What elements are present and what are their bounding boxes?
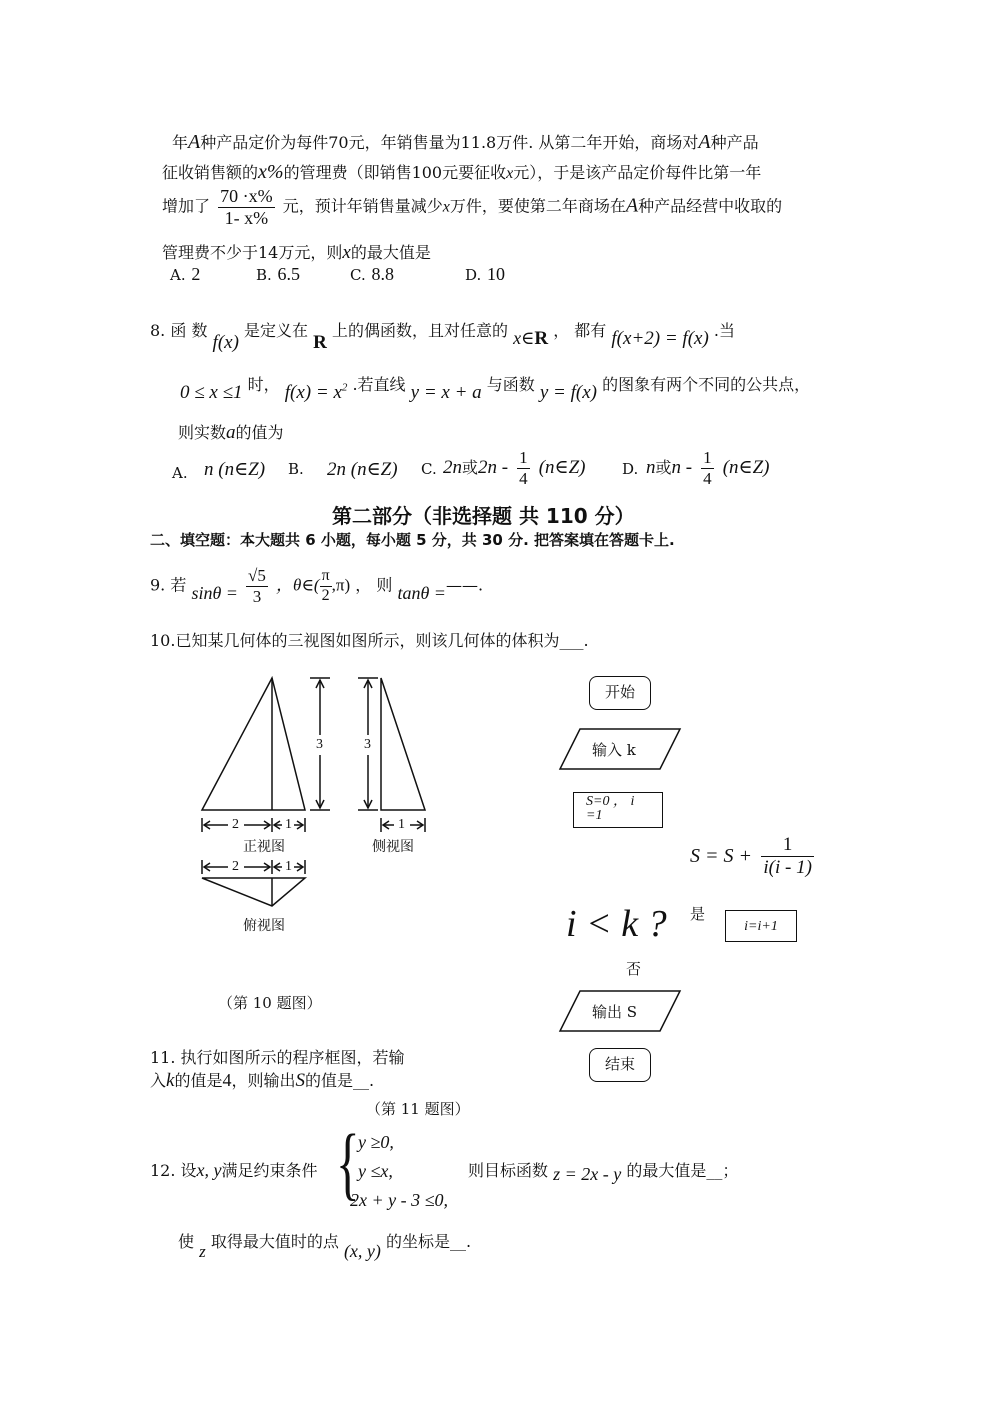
flow-increment: i=i+1	[725, 910, 797, 942]
q11-line-2: 入k的值是4，则输出S的值是__.	[150, 1070, 375, 1091]
q8-line-1: 8. 函 数 f(x) 是定义在 R 上的偶函数，且对任意的 x∈R ， 都有 f(x+2) = f(x) .当	[150, 321, 735, 353]
q8-line-3: 则实数a的值为	[178, 422, 284, 443]
front-width-1-label: 1	[285, 817, 292, 832]
side-height-label: 3	[364, 737, 371, 752]
q12-lead: 12. 设x, y满足约束条件	[150, 1160, 318, 1180]
top-width-1-label: 1	[285, 859, 292, 874]
front-view	[202, 678, 330, 832]
front-view-triangle	[202, 678, 305, 810]
q7-line-3: 增加了 $\frac{70 \cdot x\%}{1- x\%}$ 元，预计年销售量减少x万件，要使第二年商场在A种产品经营中收取的	[162, 186, 783, 228]
front-width-2-label: 2	[232, 817, 239, 832]
front-view-label: 正视图	[243, 839, 285, 855]
q7-choice-c: C. 8.8	[350, 264, 394, 284]
q12-brace: {	[336, 1117, 360, 1208]
q7-choice-d: D. 10	[465, 264, 505, 284]
top-width-2-label: 2	[232, 859, 239, 874]
q8-line-2: 0 ≤ x ≤1 时， $f(x) = x^2$ .若直线 y = x + a 与函数 y = f(x) 的图象有两个不同的公共点，	[180, 375, 811, 403]
flow-condition: i < k ?	[566, 903, 667, 945]
q12-constraint-2: y ≤x,	[358, 1161, 393, 1181]
q9-line: 9. 若 sinθ = $\frac{√5}{3}$ ，θ∈( $\frac{\pi}{2}$ ,π) ， 则 tanθ =——.	[150, 566, 484, 606]
q12-constraint-1: y ≥0,	[358, 1132, 394, 1152]
q7-line-4: 管理费不少于14万元，则x的最大值是	[162, 242, 431, 263]
flow-output-label: 输出 S	[592, 1003, 638, 1021]
side-width-1-label: 1	[398, 817, 405, 832]
q7-choice-b: B. 6.5	[256, 264, 301, 284]
flow-yes-label: 是	[690, 905, 706, 923]
q8-choice-d: n或n - $\frac{1}{4}$ (n∈Z)	[646, 448, 770, 488]
q8-choice-a: n (n∈Z)	[204, 459, 266, 480]
flow-start: 开始	[589, 676, 651, 710]
q7-fraction: $\frac{70 \cdot x\%}{1- x\%}$	[220, 186, 273, 228]
q11-caption: （第 11 题图）	[366, 1100, 470, 1118]
flow-update: S = S + $\frac{1}{i(i - 1)}$	[690, 834, 812, 878]
q8-choice-b: 2n (n∈Z)	[327, 459, 398, 480]
side-view-label: 侧视图	[372, 839, 414, 855]
side-view	[358, 678, 425, 832]
q12-constraint-3: 2x + y - 3 ≤0,	[350, 1190, 448, 1210]
q12-line-2: 使 z 取得最大值时的点 (x, y) 的坐标是__.	[178, 1232, 472, 1261]
q7-line-1: 年A种产品定价为每件70元，年销售量为11.8万件. 从第二年开始，商场对A种产品	[172, 131, 759, 153]
flow-no-label: 否	[626, 960, 642, 978]
section-two-heading: 二、填空题：本大题共 6 小题，每小题 5 分，共 30 分. 把答案填在答题卡上.	[150, 531, 675, 549]
q12-objective: 则目标函数 z = 2x - y 的最大值是__；	[468, 1161, 739, 1184]
q10-text: 10.已知某几何体的三视图如图所示，则该几何体的体积为___.	[150, 631, 589, 650]
part-two-title: 第二部分（非选择题 共 110 分）	[332, 504, 635, 528]
document-page: 年A种产品定价为每件70元，年销售量为11.8万件. 从第二年开始，商场对A种产品 征收销售额的x%的管理费（即销售100元要征收x元），于是该产品定价每件比第一年 增加了 $\frac{70 \cdot x\%}{1- x\%}$ 元，预计年销售量减少x万件，要使第二年商场在A种产品经营中收取的 管理费不少于14万元，则x的最大值是 A. 2 B. 6.5 C. 8.8 D. 10 8. 函 数 f(x) 是定义在 R 上的偶函数，且对任意的 x∈R ， 都有 f(x+2) = f(x) .当 0 ≤ x ≤1 时， $f(x) = x^2$ .若直线 y = x + a 与函数 y = f(x) 的图象有两个不同的公共点， 则实数a的值为 A. n (n∈Z) B. 2n (n∈Z) C. 2n或2n - $\frac{1}{4}$ (n∈Z) D. n或n - $\frac{1}{4}$ (n∈Z) 第二部分（非选择题 共 110 分） 二、填空题：本大题共 6 小题，每小题 5 分，共 30 分. 把答案填在答题卡上. 9. 若 sinθ = $\frac{√5}{3}$ ，θ∈( $\frac{\pi}{2}$ ,π) ， 则 tanθ =——. 10.已知某几何体的三视图如图所示，则该几何体的体积为___. 3 3 2 1 1 2 1 正视图 侧视图 俯视图 （第 10 题图） 开始 输入 k S=0 ， i =1 S = S + $\frac{1}{i(i - 1)}$ i < k ? 是 i=i+1 否 输出 S 结束 11. 执行如图所示的程序框图，若输 入k的值是4，则输出S的值是__. （第 11 题图） 12. 设x, y满足约束条件 { y ≥0, y ≤x, 2x + y - 3 ≤0, 则目标函数 z = 2x - y 的最大值是__； 使 z 取得最大值时的点 (x, y) 的坐标是__.	[0, 0, 1000, 1415]
front-height-label: 3	[316, 737, 323, 752]
top-view-label: 俯视图	[243, 918, 285, 934]
flowchart-shapes	[560, 729, 680, 1031]
side-view-triangle	[381, 678, 425, 810]
flow-input-label: 输入 k	[592, 741, 636, 759]
flow-init: S=0 ， i =1	[573, 792, 663, 828]
flow-end: 结束	[589, 1048, 651, 1082]
top-view-triangle	[202, 878, 305, 906]
q10-caption: （第 10 题图）	[218, 994, 322, 1012]
q8-choice-c: 2n或2n - $\frac{1}{4}$ (n∈Z)	[443, 448, 586, 488]
q7-choice-a: A. 2	[170, 264, 201, 284]
q11-line-1: 11. 执行如图所示的程序框图，若输	[150, 1048, 405, 1067]
q7-line-2: 征收销售额的x%的管理费（即销售100元要征收x元），于是该产品定价每件比第一年	[162, 161, 762, 183]
